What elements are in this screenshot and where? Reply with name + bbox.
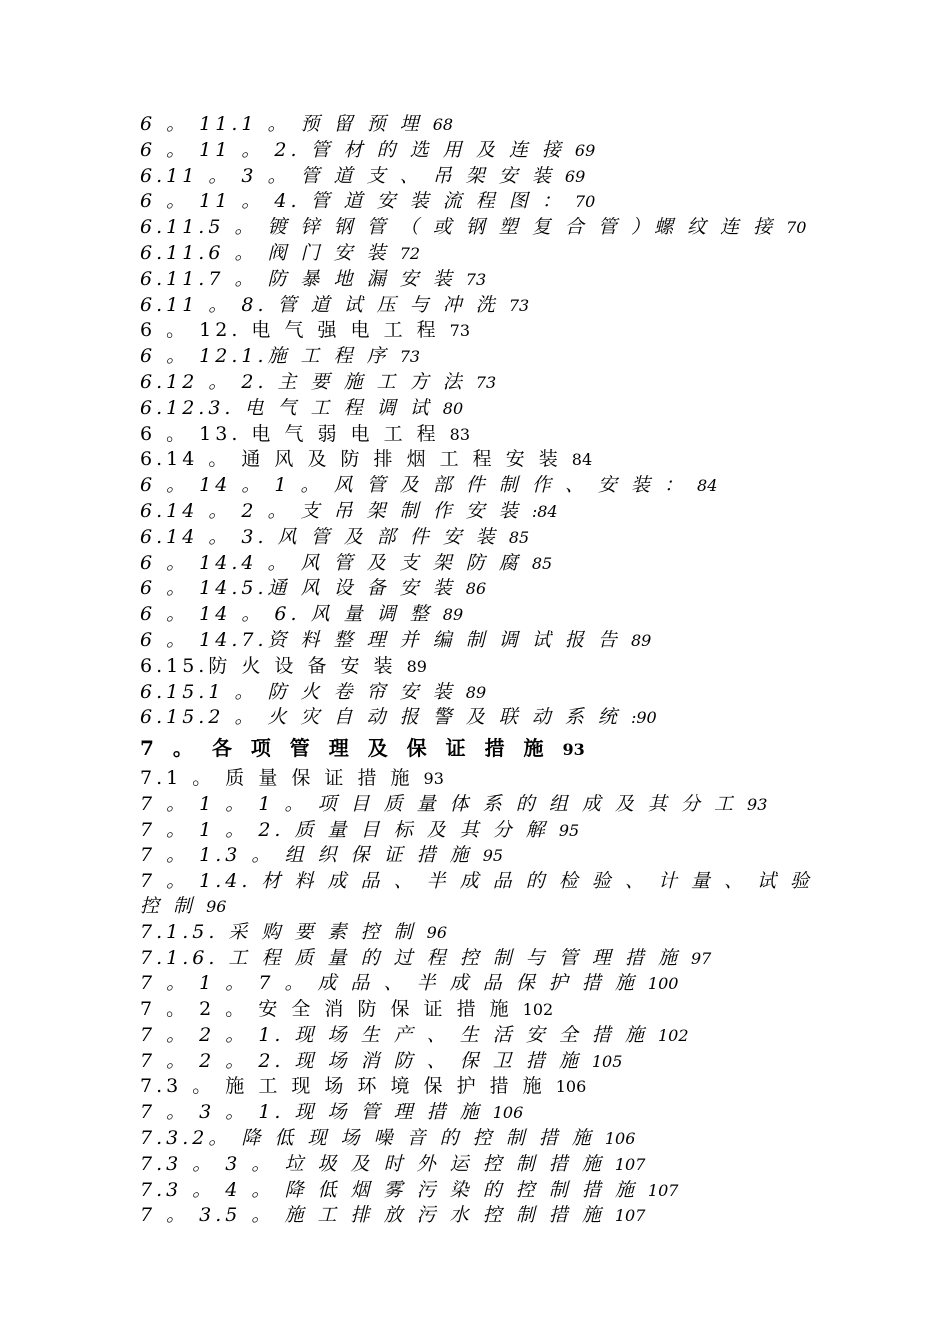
toc-entry[interactable] xyxy=(140,818,840,844)
toc-page-number: 73 xyxy=(508,295,530,315)
toc-entry-title: 6.15.2 。 火 灾 自 动 报 警 及 联 动 系 统 xyxy=(140,706,621,729)
toc-entry[interactable] xyxy=(140,628,840,654)
toc-page-number: 107 xyxy=(647,1180,679,1200)
toc-entry-title: 6.12 。 2. 主 要 施 工 方 法 xyxy=(140,370,466,393)
toc-entry[interactable] xyxy=(140,447,840,473)
toc-entry[interactable] xyxy=(140,792,840,818)
toc-entry[interactable] xyxy=(140,267,840,293)
toc-entry-title: 7 。 1.4. 材 料 成 品 、 半 成 品 的 检 验 、 计 量 、 试 验 控 制 xyxy=(140,870,814,917)
toc-entry-title: 6.12.3. 电 气 工 程 调 试 xyxy=(140,396,433,419)
toc-entry[interactable] xyxy=(140,843,840,869)
toc-chapter-entry[interactable] xyxy=(140,736,840,763)
toc-page-number: 85 xyxy=(531,553,553,573)
toc-page-number: 89 xyxy=(630,630,652,650)
toc-entry[interactable] xyxy=(140,112,840,138)
toc-entry[interactable] xyxy=(140,705,840,731)
toc-entry-title: 6 。 14 。 6. 风 量 调 整 xyxy=(140,603,433,626)
toc-page-number: 89 xyxy=(465,682,487,702)
toc-entry[interactable] xyxy=(140,1203,840,1229)
toc-entry[interactable] xyxy=(140,1023,840,1049)
toc-entry-title: 7 。 各 项 管 理 及 保 证 措 施 xyxy=(140,736,550,761)
toc-entry-title: 7 。 2 。 1. 现 场 生 产 、 生 活 安 全 措 施 xyxy=(140,1023,648,1046)
toc-page-number: 96 xyxy=(206,896,227,916)
toc-entry-title: 6.11.6 。 阀 门 安 装 xyxy=(140,241,390,264)
toc-entry-title: 6 。 11.1 。 预 留 预 埋 xyxy=(140,113,423,135)
toc-entry-title: 6 。 14.5.通 风 设 备 安 装 xyxy=(140,577,456,600)
toc-entry-title: 7 。 2 。 2. 现 场 消 防 、 保 卫 措 施 xyxy=(140,1049,582,1072)
toc-entry[interactable] xyxy=(140,551,840,577)
toc-page-number: 100 xyxy=(647,974,679,994)
toc-entry-title: 6 。 14.7.资 料 整 理 并 编 制 调 试 报 告 xyxy=(140,628,621,651)
toc-page-number: 86 xyxy=(465,579,487,599)
toc-entry-title: 7 。 3 。 1. 现 场 管 理 措 施 xyxy=(140,1101,483,1124)
toc-entry[interactable] xyxy=(140,525,840,551)
table-of-contents xyxy=(140,112,840,1229)
toc-page-number: 73 xyxy=(399,347,421,367)
toc-page-number: 106 xyxy=(604,1129,636,1149)
toc-entry-title: 6 。 13. 电 气 弱 电 工 程 xyxy=(140,422,440,445)
toc-page-number: 84 xyxy=(571,450,593,470)
toc-entry[interactable] xyxy=(140,138,840,164)
toc-entry[interactable] xyxy=(140,473,840,499)
toc-entry-title: 6 。 12. 电 气 强 电 工 程 xyxy=(140,319,440,342)
toc-entry-title: 6.14 。 3. 风 管 及 部 件 安 装 xyxy=(140,525,499,548)
toc-page-number: 93 xyxy=(423,768,444,788)
toc-page-number: 73 xyxy=(449,321,471,341)
toc-entry[interactable] xyxy=(140,766,840,792)
toc-entry[interactable] xyxy=(140,920,840,946)
toc-entry[interactable] xyxy=(140,215,840,241)
toc-entry[interactable] xyxy=(140,370,840,396)
toc-page-number: 89 xyxy=(406,656,427,676)
toc-entry[interactable] xyxy=(140,997,840,1023)
toc-page-number: 80 xyxy=(442,398,464,418)
toc-entry[interactable] xyxy=(140,680,840,706)
toc-page-number: 106 xyxy=(555,1077,587,1097)
toc-page-number: 107 xyxy=(614,1154,646,1174)
toc-page-number: 69 xyxy=(564,166,586,186)
toc-entry-title: 6.11.7 。 防 暴 地 漏 安 装 xyxy=(140,267,456,290)
toc-entry-title: 7 。 1 。 7 。 成 品 、 半 成 品 保 护 措 施 xyxy=(140,972,638,995)
toc-page-number: 70 xyxy=(786,218,807,238)
toc-entry-title: 7.1.5. 采 购 要 素 控 制 xyxy=(140,920,417,943)
toc-entry-title: 6 。 14 。 1 。 风 管 及 部 件 制 作 、 安 装 ： xyxy=(140,474,687,497)
toc-entry[interactable] xyxy=(140,654,840,680)
toc-entry-title: 7 。 1 。 2. 质 量 目 标 及 其 分 解 xyxy=(140,818,549,841)
toc-entry-title: 7.3 。 施 工 现 场 环 境 保 护 措 施 xyxy=(140,1075,546,1098)
toc-entry-title: 6.14 。 2 。 支 吊 架 制 作 安 装 xyxy=(140,499,522,522)
toc-entry-title: 6.15.1 。 防 火 卷 帘 安 装 xyxy=(140,680,456,703)
toc-entry[interactable] xyxy=(140,189,840,215)
toc-page-number: 73 xyxy=(475,372,497,392)
toc-entry-title: 7.3 。 4 。 降 低 烟 雾 污 染 的 控 制 措 施 xyxy=(140,1178,638,1201)
toc-page-number: :90 xyxy=(630,708,657,728)
toc-entry[interactable] xyxy=(140,602,840,628)
toc-page-number: 73 xyxy=(465,269,487,289)
toc-entry-title: 7 。 2 。 安 全 消 防 保 证 措 施 xyxy=(140,998,513,1021)
toc-page-number: 97 xyxy=(691,948,712,968)
toc-page-number: 106 xyxy=(492,1103,524,1123)
toc-page-number: 93 xyxy=(562,740,585,760)
toc-entry-title: 6.11 。 8. 管 道 试 压 与 冲 洗 xyxy=(140,293,499,316)
toc-entry[interactable] xyxy=(140,1074,840,1100)
toc-page-number: 70 xyxy=(574,192,596,212)
toc-page-number: 95 xyxy=(482,846,504,866)
toc-entry[interactable] xyxy=(140,241,840,267)
toc-page-number: 83 xyxy=(449,424,471,444)
toc-entry[interactable] xyxy=(140,576,840,602)
toc-page-number: 95 xyxy=(558,820,580,840)
toc-page-number: 93 xyxy=(747,794,768,814)
toc-page-number: 102 xyxy=(522,1000,554,1020)
toc-page-number: 89 xyxy=(442,605,464,625)
toc-entry[interactable] xyxy=(140,396,840,422)
toc-entry[interactable] xyxy=(140,164,840,190)
toc-page-number: 72 xyxy=(399,243,421,263)
toc-entry[interactable] xyxy=(140,344,840,370)
toc-entry-title: 6.11 。 3 。 管 道 支 、 吊 架 安 装 xyxy=(140,164,555,187)
toc-page-number: 96 xyxy=(426,922,448,942)
toc-entry[interactable] xyxy=(140,318,840,344)
toc-entry-title: 7 。 1.3 。 组 织 保 证 措 施 xyxy=(140,844,473,867)
toc-entry-title: 6 。 12.1.施 工 程 序 xyxy=(140,345,390,368)
toc-entry[interactable] xyxy=(140,293,840,319)
toc-entry-title: 6.15.防 火 设 备 安 装 xyxy=(140,654,397,677)
toc-page-number: :84 xyxy=(531,501,558,521)
toc-entry[interactable] xyxy=(140,1049,840,1075)
toc-entry-title: 7.3 。 3 。 垃 圾 及 时 外 运 控 制 措 施 xyxy=(140,1152,605,1175)
toc-entry-title: 7.3.2。 降 低 现 场 噪 音 的 控 制 措 施 xyxy=(140,1127,595,1150)
toc-entry-title: 6.14 。 通 风 及 防 排 烟 工 程 安 装 xyxy=(140,448,562,471)
toc-entry-title: 7.1.6. 工 程 质 量 的 过 程 控 制 与 管 理 措 施 xyxy=(140,946,681,969)
toc-page-number: 85 xyxy=(508,527,530,547)
toc-page-number: 84 xyxy=(697,476,718,496)
toc-entry-title: 6 。 11 。 2. 管 材 的 选 用 及 连 接 xyxy=(140,138,565,161)
toc-entry-title: 7 。 1 。 1 。 项 目 质 量 体 系 的 组 成 及 其 分 工 xyxy=(140,792,737,815)
toc-entry[interactable] xyxy=(140,1178,840,1204)
toc-entry[interactable] xyxy=(140,971,840,997)
toc-entry[interactable] xyxy=(140,946,840,972)
toc-entry[interactable] xyxy=(140,1100,840,1126)
toc-page-number: 105 xyxy=(591,1051,623,1071)
toc-entry-title: 7.1 。 质 量 保 证 措 施 xyxy=(140,766,414,789)
toc-page-number: 69 xyxy=(574,140,596,160)
toc-entry-title: 6.11.5 。 镀 锌 钢 管 （ 或 钢 塑 复 合 管 ）螺 纹 连 接 xyxy=(140,216,777,239)
toc-page-number: 68 xyxy=(432,115,454,134)
toc-entry-title: 7 。 3.5 。 施 工 排 放 污 水 控 制 措 施 xyxy=(140,1204,605,1227)
toc-entry[interactable] xyxy=(140,1152,840,1178)
toc-entry[interactable] xyxy=(140,422,840,448)
toc-page-number: 107 xyxy=(614,1206,646,1226)
toc-entry[interactable] xyxy=(140,1126,840,1152)
toc-entry-title: 6 。 14.4 。 风 管 及 支 架 防 腐 xyxy=(140,551,522,574)
toc-entry[interactable] xyxy=(140,499,840,525)
toc-entry-title: 6 。 11 。 4. 管 道 安 装 流 程 图 ： xyxy=(140,190,565,213)
toc-entry[interactable] xyxy=(140,869,840,920)
toc-page-number: 102 xyxy=(657,1025,689,1045)
